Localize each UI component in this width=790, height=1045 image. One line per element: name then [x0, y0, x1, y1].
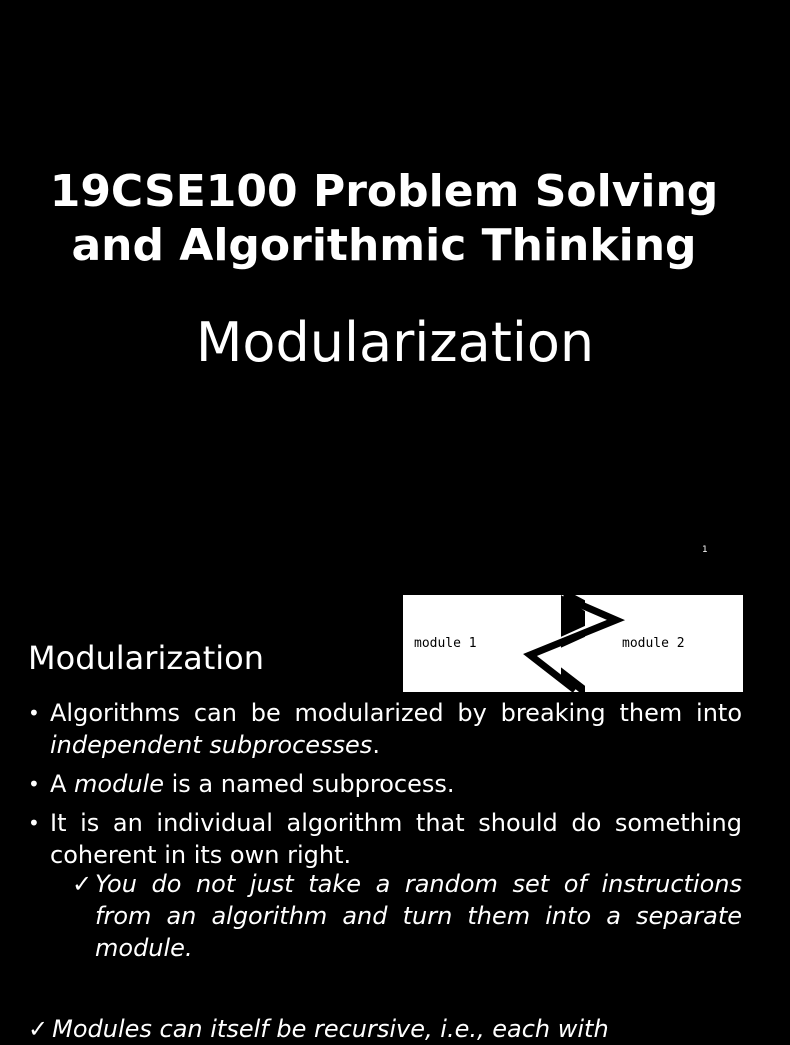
- content-slide-title: Modularization: [28, 639, 265, 677]
- sub-bullet: [50, 868, 742, 964]
- bullet-emphasis: independent subprocesses: [50, 731, 373, 759]
- bullet-text: Algorithms can be modularized by breaking them into: [50, 699, 742, 727]
- bullet-dot-icon: •: [28, 772, 40, 796]
- bullet-dot-icon: •: [28, 701, 40, 725]
- list-item: [28, 807, 742, 964]
- cutoff-text: Modules can itself be recursive, i.e., each with: [52, 1015, 609, 1043]
- title-line-1: 19CSE100 Problem Solving: [49, 166, 719, 217]
- bullet-list: [28, 697, 742, 971]
- module-1-label: module 1: [414, 636, 477, 651]
- module-2-label: module 2: [622, 636, 685, 651]
- bullet-text: A: [50, 770, 75, 798]
- bullet-dot-icon: •: [28, 811, 40, 835]
- list-item: [28, 697, 742, 761]
- bullet-text: .: [372, 731, 380, 759]
- title-line-2: and Algorithmic Thinking: [71, 220, 697, 271]
- bullet-text: It is an individual algorithm that should do something coherent in its own right.: [50, 809, 742, 869]
- page-number: 1: [702, 545, 708, 555]
- list-item: [28, 768, 742, 800]
- cutoff-bullet: [28, 1013, 609, 1045]
- sub-bullet-text: You do not just take a random set of instructions from an algorithm and turn them into a separate module.: [95, 870, 742, 962]
- bullet-emphasis: module: [74, 770, 164, 798]
- bullet-text: is a named subprocess.: [164, 770, 455, 798]
- checkmark-icon: ✓: [28, 1015, 49, 1043]
- slide-title: [0, 165, 768, 273]
- checkmark-icon: ✓: [72, 870, 93, 898]
- module-diagram: [403, 595, 743, 692]
- content-slide: [0, 575, 768, 1043]
- slide-subtitle: Modularization: [195, 311, 595, 374]
